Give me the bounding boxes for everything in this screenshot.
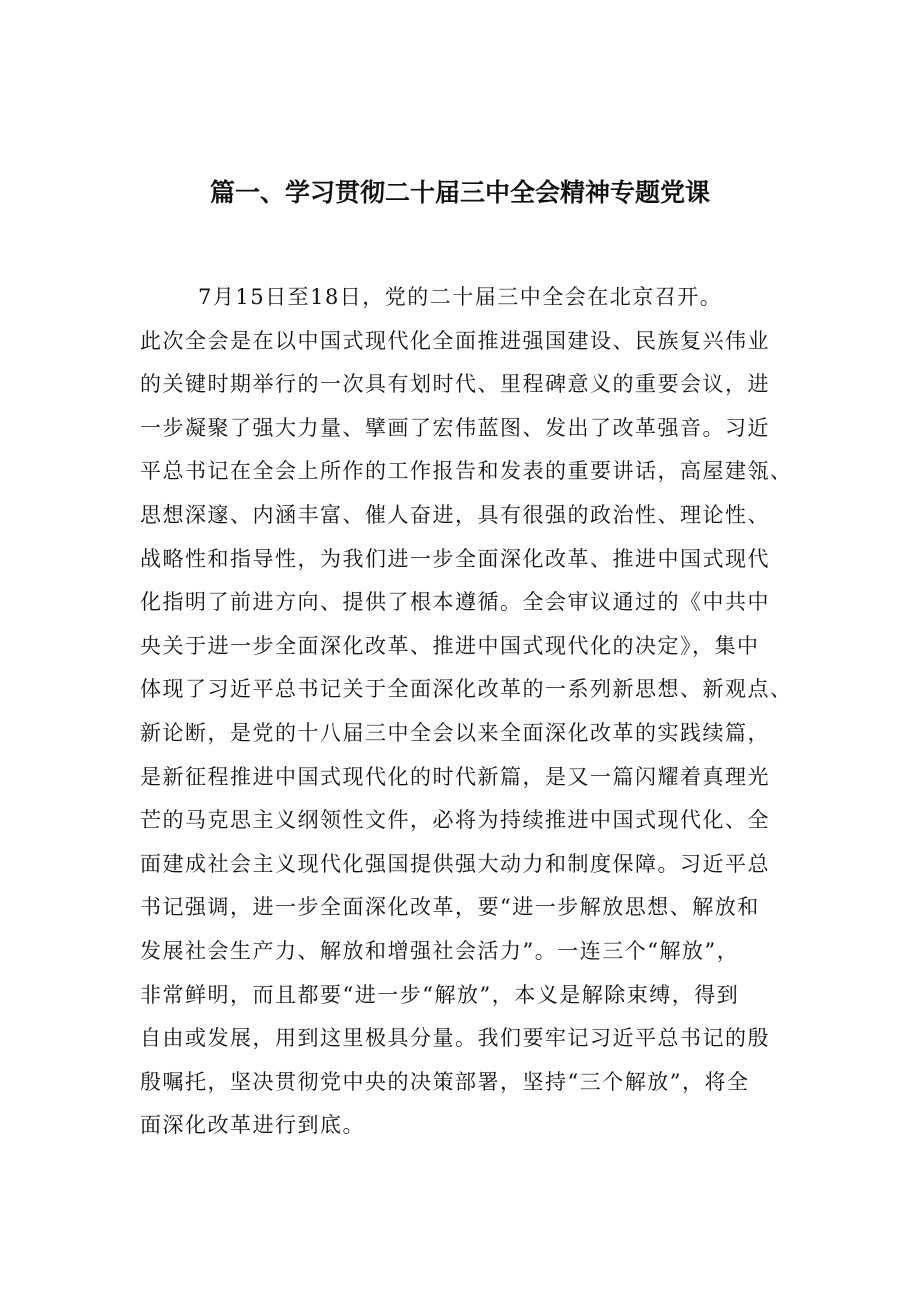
paragraph-line: 新论断，是党的十八届三中全会以来全面深化改革的实践续篇，	[140, 720, 770, 745]
paragraph-line: 芒的马克思主义纲领性文件，必将为持续推进中国式现代化、全	[140, 808, 770, 833]
paragraph-line: 是新征程推进中国式现代化的时代新篇，是又一篇闪耀着真理光	[140, 764, 770, 789]
paragraph-line: 面深化改革进行到底。	[140, 1113, 365, 1138]
paragraph-line: 发展社会生产力、解放和增强社会活力”。一连三个“解放”，	[140, 938, 740, 963]
paragraph-line: 7月15日至18日，党的二十届三中全会在北京召开。	[198, 285, 723, 309]
paragraph-line: 战略性和指导性，为我们进一步全面深化改革、推进中国式现代	[140, 546, 770, 571]
paragraph-line: 非常鲜明，而且都要“进一步“解放”，本义是解除束缚，得到	[140, 982, 740, 1007]
paragraph-line: 书记强调，进一步全面深化改革，要“进一步解放思想、解放和	[140, 895, 760, 920]
paragraph-line: 体现了习近平总书记关于全面深化改革的一系列新思想、新观点、	[140, 677, 793, 702]
paragraph-line: 思想深邃、内涵丰富、催人奋进，具有很强的政治性、理论性、	[140, 502, 770, 527]
paragraph-line: 一步凝聚了强大力量、擘画了宏伟蓝图、发出了改革强音。习近	[140, 415, 770, 440]
paragraph-line: 平总书记在全会上所作的工作报告和发表的重要讲话，高屋建瓴、	[140, 459, 793, 484]
paragraph-line: 面建成社会主义现代化强国提供强大动力和制度保障。习近平总	[140, 851, 770, 876]
paragraph-line: 殷嘱托，坚决贯彻党中央的决策部署，坚持“三个解放”，将全	[140, 1069, 750, 1094]
document-title: 篇一、学习贯彻二十届三中全会精神专题党课	[209, 178, 710, 207]
paragraph-line: 自由或发展，用到这里极具分量。我们要牢记习近平总书记的殷	[140, 1026, 770, 1051]
paragraph-line: 央关于进一步全面深化改革、推进中国式现代化的决定》，集中	[140, 633, 760, 658]
document-body-paragraph	[140, 276, 800, 1148]
paragraph-line: 化指明了前进方向、提供了根本遵循。全会审议通过的《中共中	[140, 590, 770, 615]
paragraph-line: 此次全会是在以中国式现代化全面推进强国建设、民族复兴伟业	[140, 328, 770, 353]
paragraph-line: 的关键时期举行的一次具有划时代、里程碑意义的重要会议，进	[140, 372, 770, 397]
